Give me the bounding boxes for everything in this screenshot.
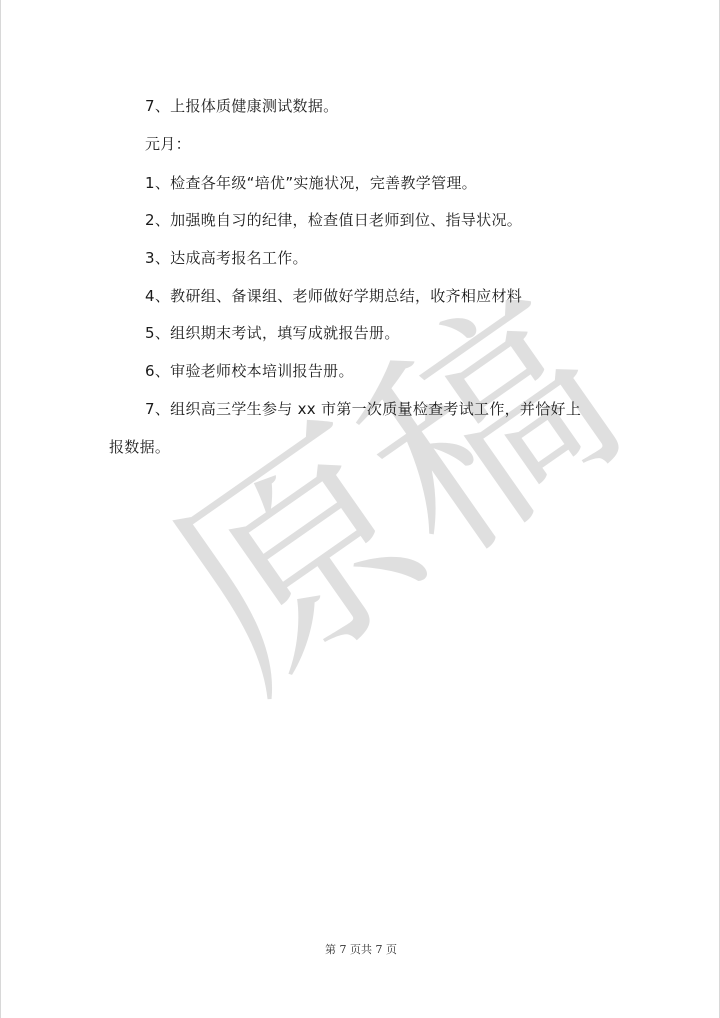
- paragraph-line: 4、教研组、备课组、老师做好学期总结，收齐相应材料: [145, 287, 523, 305]
- paragraph-line: 6、审验老师校本培训报告册。: [145, 362, 354, 380]
- paragraph-line: 2、加强晚自习的纪律，检查值日老师到位、指导状况。: [145, 211, 523, 229]
- section-heading: 元月：: [145, 135, 191, 153]
- paragraph-line: 1、检查各年级“培优”实施状况，完善教学管理。: [145, 174, 477, 192]
- paragraph-line: 报数据。: [109, 438, 171, 456]
- paragraph-line: 7、组织高三学生参与 xx 市第一次质量检查考试工作，并恰好上: [145, 400, 582, 418]
- paragraph-line: 7、上报体质健康测试数据。: [145, 97, 339, 115]
- watermark-text: 原稿: [171, 300, 641, 720]
- page-footer: 第 7 页共 7 页: [325, 943, 397, 956]
- paragraph-line: 5、组织期末考试，填写成就报告册。: [145, 324, 400, 342]
- paragraph-line: 3、达成高考报名工作。: [145, 249, 308, 267]
